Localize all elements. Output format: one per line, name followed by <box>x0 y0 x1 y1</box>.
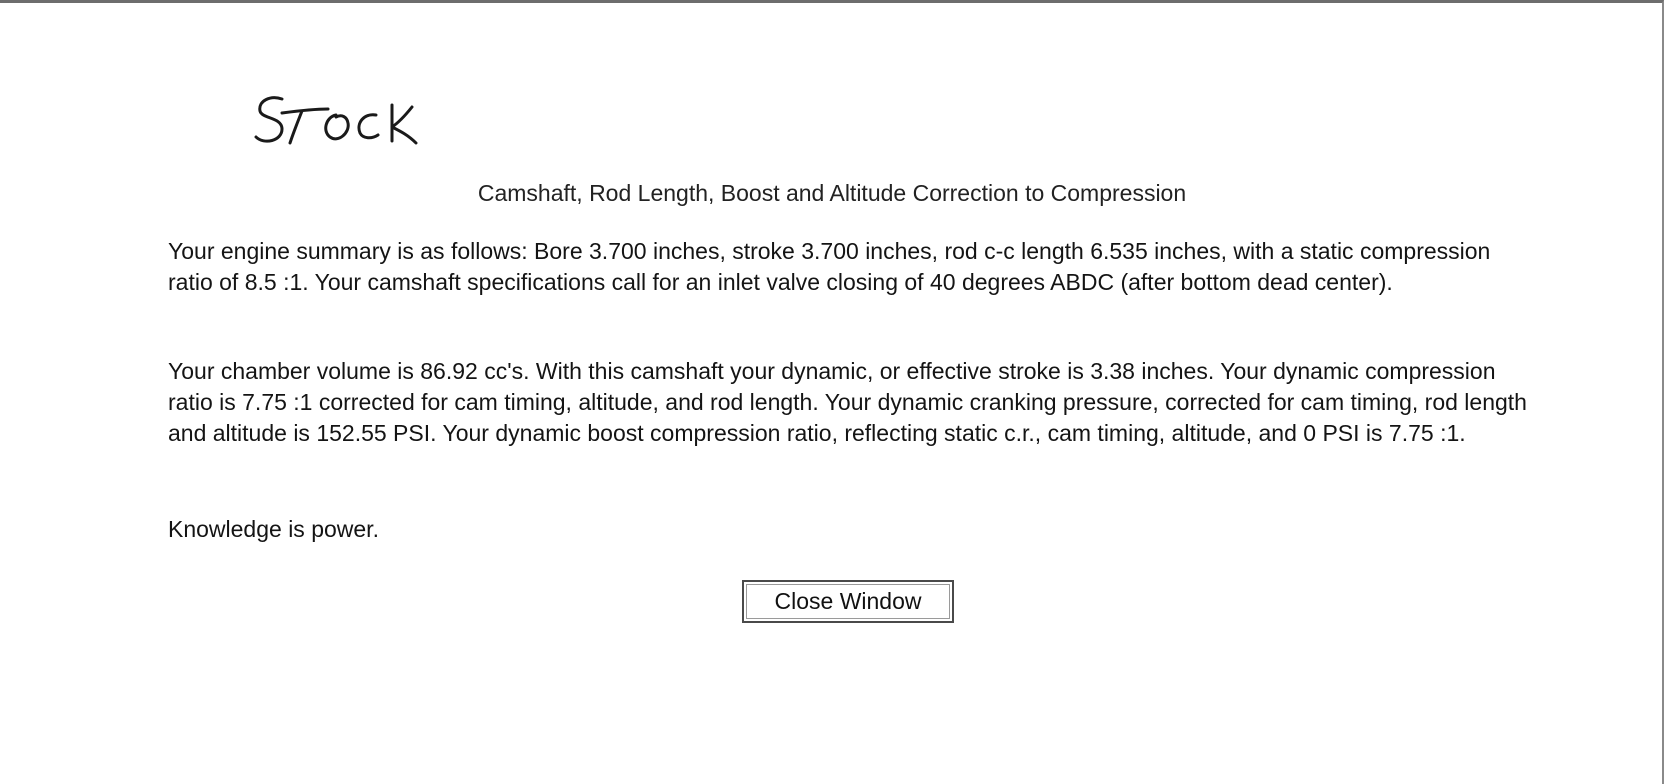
handwritten-stock-annotation <box>252 87 432 157</box>
page-title: Camshaft, Rod Length, Boost and Altitude Correction to Compression <box>477 180 1187 206</box>
close-window-button[interactable]: Close Window <box>742 580 954 623</box>
closing-remark: Knowledge is power. <box>168 516 379 542</box>
engine-summary-paragraph: Your engine summary is as follows: Bore 3.700 inches, stroke 3.700 inches, rod c-c length 6.535 inches, with a static compression ratio of 8.5 :1. Your camshaft specifications call for an inlet valve closing of 40 degrees ABDC (after bottom dead center). <box>168 238 1491 295</box>
dynamic-compression-paragraph: Your chamber volume is 86.92 cc's. With this camshaft your dynamic, or effective stroke is 3.38 inches. Your dynamic compression ratio is 7.75 :1 corrected for cam timing, altitude, and rod length. Your dynamic cranking pressure, corrected for cam timing, rod length and altitude is 152.55 PSI. Your dynamic boost compression ratio, reflecting static c.r., cam timing, altitude, and 0 PSI is 7.75 :1. <box>168 358 1527 446</box>
